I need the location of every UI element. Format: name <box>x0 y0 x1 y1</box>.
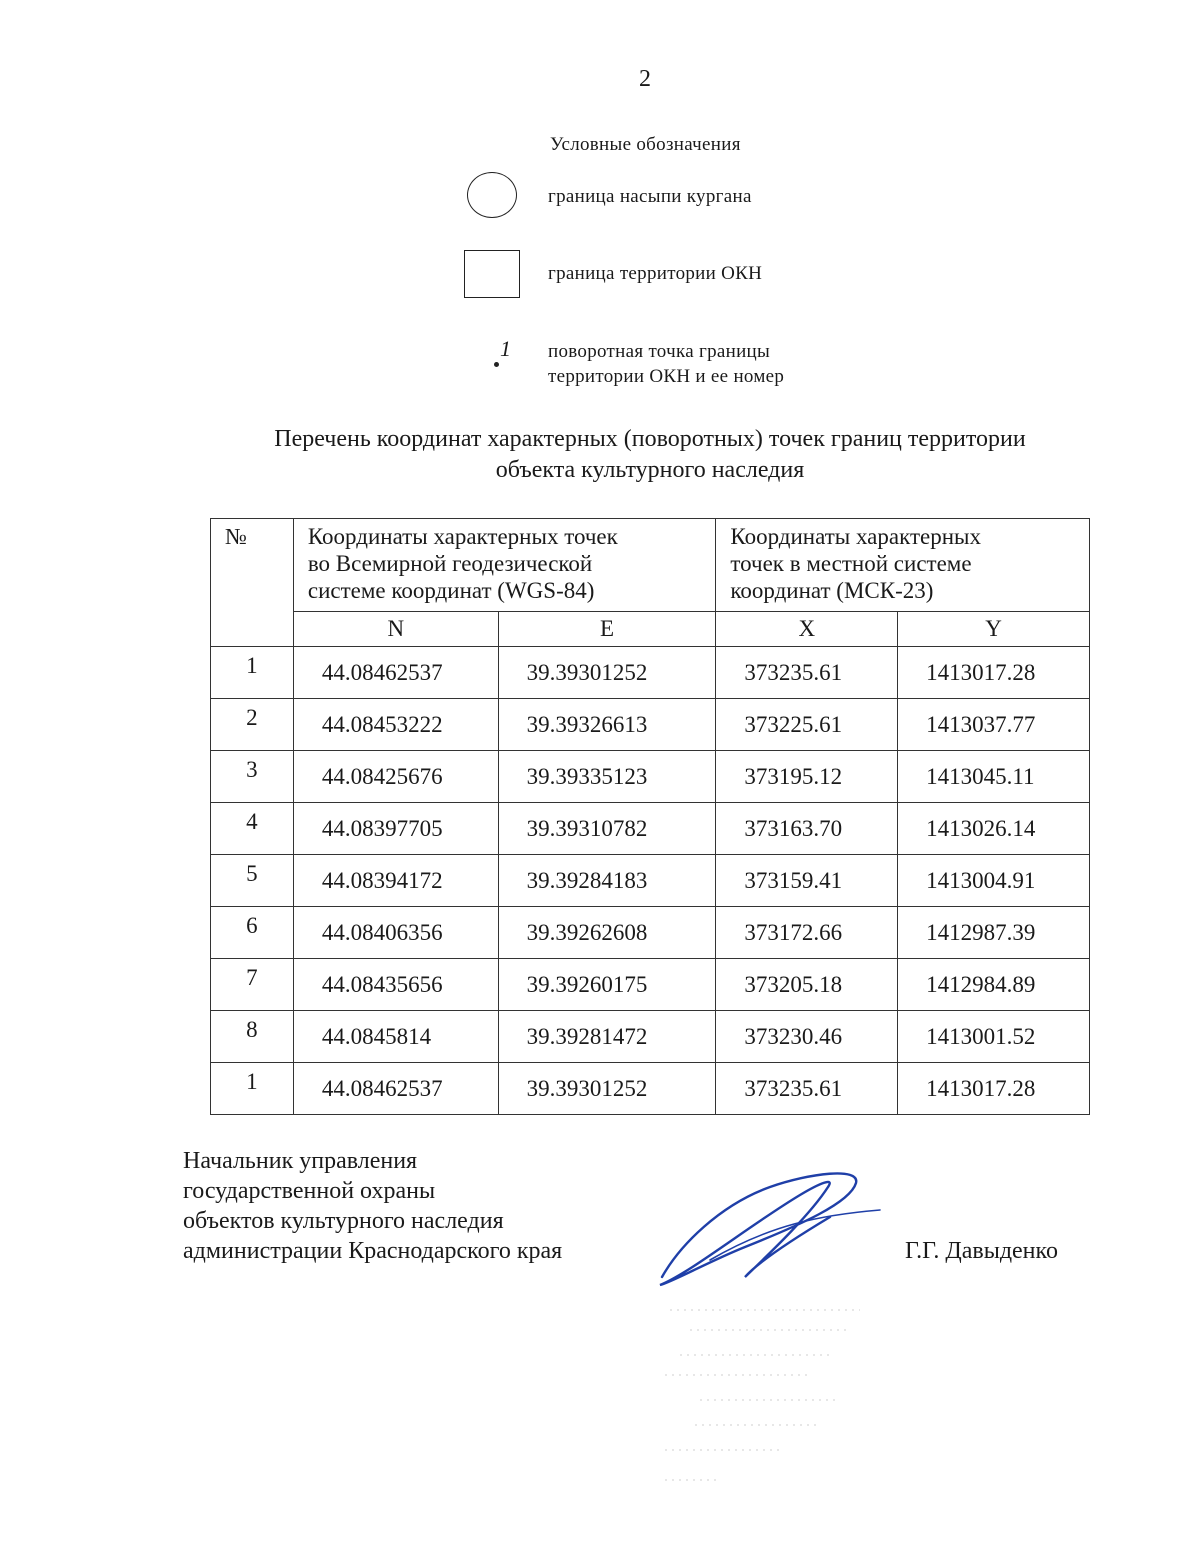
legend-title: Условные обозначения <box>550 134 741 155</box>
point-dot <box>494 362 499 367</box>
signer-title-line1: Начальник управления <box>183 1148 418 1174</box>
cell-y: 1413004.91 <box>898 855 1090 907</box>
table-header-row <box>211 519 1090 612</box>
table-subheader-row <box>211 612 1090 647</box>
table-row <box>211 907 1090 959</box>
cell-num: 3 <box>211 751 294 803</box>
subheader-n: N <box>293 612 498 647</box>
signer-title-line2: государственной охраны <box>183 1178 436 1204</box>
signer-name: Г.Г. Давыденко <box>905 1238 1058 1264</box>
cell-x: 373159.41 <box>716 855 898 907</box>
cell-num: 7 <box>211 959 294 1011</box>
cell-x: 373225.61 <box>716 699 898 751</box>
legend-label-point-line1: поворотная точка границы <box>548 341 771 362</box>
coordinates-table <box>210 518 1090 1115</box>
signer-title-line4: администрации Краснодарского края <box>183 1238 563 1264</box>
cell-e: 39.39301252 <box>498 1063 716 1115</box>
signer-title <box>183 1146 562 1266</box>
signer-title-line3: объектов культурного наследия <box>183 1208 504 1234</box>
header-msk-line3: координат (МСК-23) <box>730 578 934 603</box>
table-row <box>211 803 1090 855</box>
header-msk <box>716 519 1090 612</box>
header-wgs-line1: Координаты характерных точек <box>307 524 618 549</box>
table-row <box>211 959 1090 1011</box>
header-wgs <box>293 519 716 612</box>
cell-x: 373195.12 <box>716 751 898 803</box>
cell-y: 1412984.89 <box>898 959 1090 1011</box>
signature-icon <box>650 1165 890 1295</box>
table-row <box>211 1011 1090 1063</box>
cell-x: 373172.66 <box>716 907 898 959</box>
cell-y: 1413037.77 <box>898 699 1090 751</box>
cell-num: 6 <box>211 907 294 959</box>
point-icon <box>490 336 516 376</box>
subheader-y: Y <box>898 612 1090 647</box>
cell-e: 39.39260175 <box>498 959 716 1011</box>
cell-e: 39.39284183 <box>498 855 716 907</box>
cell-y: 1413026.14 <box>898 803 1090 855</box>
cell-n: 44.08462537 <box>293 647 498 699</box>
cell-num: 5 <box>211 855 294 907</box>
legend-label-territory: граница территории ОКН <box>548 263 763 284</box>
point-marker-number: 1 <box>500 336 511 361</box>
cell-n: 44.08394172 <box>293 855 498 907</box>
cell-n: 44.08425676 <box>293 751 498 803</box>
list-title-line1: Перечень координат характерных (поворотных) точек границ территории <box>274 426 1026 452</box>
cell-x: 373235.61 <box>716 1063 898 1115</box>
cell-x: 373235.61 <box>716 647 898 699</box>
stamp-ghost-icon <box>660 1300 880 1500</box>
cell-num: 8 <box>211 1011 294 1063</box>
cell-y: 1413001.52 <box>898 1011 1090 1063</box>
cell-x: 373230.46 <box>716 1011 898 1063</box>
page-number: 2 <box>639 66 651 92</box>
cell-n: 44.0845814 <box>293 1011 498 1063</box>
cell-n: 44.08462537 <box>293 1063 498 1115</box>
cell-y: 1413017.28 <box>898 647 1090 699</box>
cell-num: 1 <box>211 1063 294 1115</box>
cell-x: 373205.18 <box>716 959 898 1011</box>
cell-x: 373163.70 <box>716 803 898 855</box>
header-msk-line1: Координаты характерных <box>730 524 981 549</box>
cell-y: 1413017.28 <box>898 1063 1090 1115</box>
list-title-line2: объекта культурного наследия <box>495 457 805 483</box>
table-row <box>211 699 1090 751</box>
header-msk-line2: точек в местной системе <box>730 551 972 576</box>
cell-e: 39.39326613 <box>498 699 716 751</box>
cell-n: 44.08453222 <box>293 699 498 751</box>
legend-label-point-line2: территории ОКН и ее номер <box>548 366 785 387</box>
cell-num: 4 <box>211 803 294 855</box>
table-row <box>211 855 1090 907</box>
subheader-x: X <box>716 612 898 647</box>
cell-e: 39.39301252 <box>498 647 716 699</box>
square-icon <box>464 250 520 298</box>
table-row <box>211 751 1090 803</box>
table-row <box>211 1063 1090 1115</box>
legend-label-mound: граница насыпи кургана <box>548 186 752 207</box>
cell-y: 1412987.39 <box>898 907 1090 959</box>
header-wgs-line2: во Всемирной геодезической <box>307 551 593 576</box>
cell-y: 1413045.11 <box>898 751 1090 803</box>
cell-e: 39.39281472 <box>498 1011 716 1063</box>
cell-num: 2 <box>211 699 294 751</box>
cell-n: 44.08435656 <box>293 959 498 1011</box>
circle-icon <box>467 172 517 218</box>
header-num: № <box>211 519 294 647</box>
header-wgs-line3: системе координат (WGS-84) <box>307 578 595 603</box>
cell-e: 39.39310782 <box>498 803 716 855</box>
cell-num: 1 <box>211 647 294 699</box>
cell-e: 39.39335123 <box>498 751 716 803</box>
cell-e: 39.39262608 <box>498 907 716 959</box>
cell-n: 44.08406356 <box>293 907 498 959</box>
cell-n: 44.08397705 <box>293 803 498 855</box>
table-row <box>211 647 1090 699</box>
list-title <box>170 424 1130 486</box>
subheader-e: E <box>498 612 716 647</box>
